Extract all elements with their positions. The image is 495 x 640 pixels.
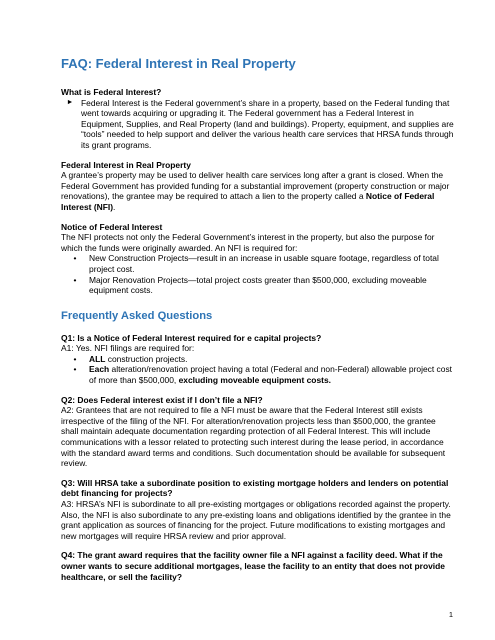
paragraph (61, 170, 455, 212)
arrow-bullet-icon: ► (66, 98, 74, 106)
question: Q4: The grant award requires that the facility owner file a NFI against a facility deed. What if the owner wants to secure additional mortgages, lease the facility to an entity that does not provide healthcare, or sell the facility? (61, 550, 445, 582)
paragraph-text: The NFI protects not only the Federal Government’s interest in the property, but also the purpose for which the funds were originally awarded. An NFI is required for: (61, 232, 435, 253)
paragraph-text: A grantee’s property may be used to deliver health care services long after a grant is closed. When the Federal Government has provided funding for a substantial improvement (property construction or major renovations), the grantee may be required to attach a lien to the property called a (61, 170, 450, 202)
question: Q1: Is a Notice of Federal Interest required for e capital projects? (61, 332, 322, 343)
section-real-property (61, 160, 455, 213)
section-heading: Federal Interest in Real Property (61, 159, 191, 170)
answer: A3: HRSA’s NFI is subordinate to all pre-existing mortgages or obligations recorded against the property. Also, the NFI is also subordinate to any pre-existing loans and obligations identified by the grantee in the grant application as sources of financing for the project. Future modifications to existing mortgages and new mortgages will require HRSA review and prior approval. (61, 499, 451, 541)
list-item: • ALL construction projects. (61, 354, 455, 365)
bullet-list (61, 253, 455, 295)
bullet-icon: • (73, 274, 77, 285)
page-number: 1 (448, 610, 453, 619)
paragraph-text: Federal Interest is the Federal government’s share in a property, based on the Federal funding that went towards acquiring or upgrading it. The Federal government has a Federal Interest in Equipment, Supplies, and Real Property (land and buildings). Property, equipment, and supplies are “tools” needed to help support and deliver the various health care services that HRSA funds through its grant programs. (81, 97, 454, 150)
answer: A2: Grantees that are not required to file a NFI must be aware that the Federal Interest still exists irrespective of the filing of the NFI. For alteration/renovation projects less than $500,000, the grantee shall maintain adequate documentation regarding protection of all Federal Interest. This will include communications with a lessor related to protecting such interest during the lease period, in accordance with the standard award terms and conditions. Such documentation should be available for subsequent review. (61, 405, 446, 469)
paragraph-end: . (113, 201, 116, 212)
section-heading: Notice of Federal Interest (61, 221, 163, 232)
question: Q3: Will HRSA take a subordinate position to existing mortgage holders and lenders on potential debt financing for projects? (61, 477, 449, 499)
bullet-icon: • (73, 253, 77, 264)
section-what-is-federal-interest (61, 87, 455, 151)
list-item: • Each alteration/renovation project having a total (Federal and non-Federal) allowable project cost of more than $500,000, excluding moveable equipment costs. (61, 364, 455, 385)
list-item: • Major Renovation Projects—total project costs greater than $500,000, excluding moveable equipment costs. (61, 275, 455, 296)
faq-heading: Frequently Asked Questions (61, 309, 213, 322)
bullet-list (61, 354, 455, 386)
answer: A1: Yes. NFI filings are required for: (61, 343, 195, 354)
bullet-icon: • (73, 353, 77, 364)
faq-q3 (61, 478, 455, 542)
question: Q2: Does Federal interest exist if I don’t file a NFI? (61, 394, 263, 405)
faq-q1 (61, 333, 455, 386)
page-title: FAQ: Federal Interest in Real Property (61, 56, 296, 71)
bullet-icon: • (73, 364, 77, 375)
section-notice (61, 222, 455, 296)
list-item: • New Construction Projects—result in an increase in usable square footage, regardless of total project cost. (61, 253, 455, 274)
section-heading: What is Federal Interest? (61, 87, 162, 97)
faq-q2 (61, 395, 455, 469)
arrow-paragraph (61, 98, 455, 151)
faq-q4 (61, 550, 455, 582)
bold-term: Notice of Federal Interest (NFI) (61, 191, 435, 212)
